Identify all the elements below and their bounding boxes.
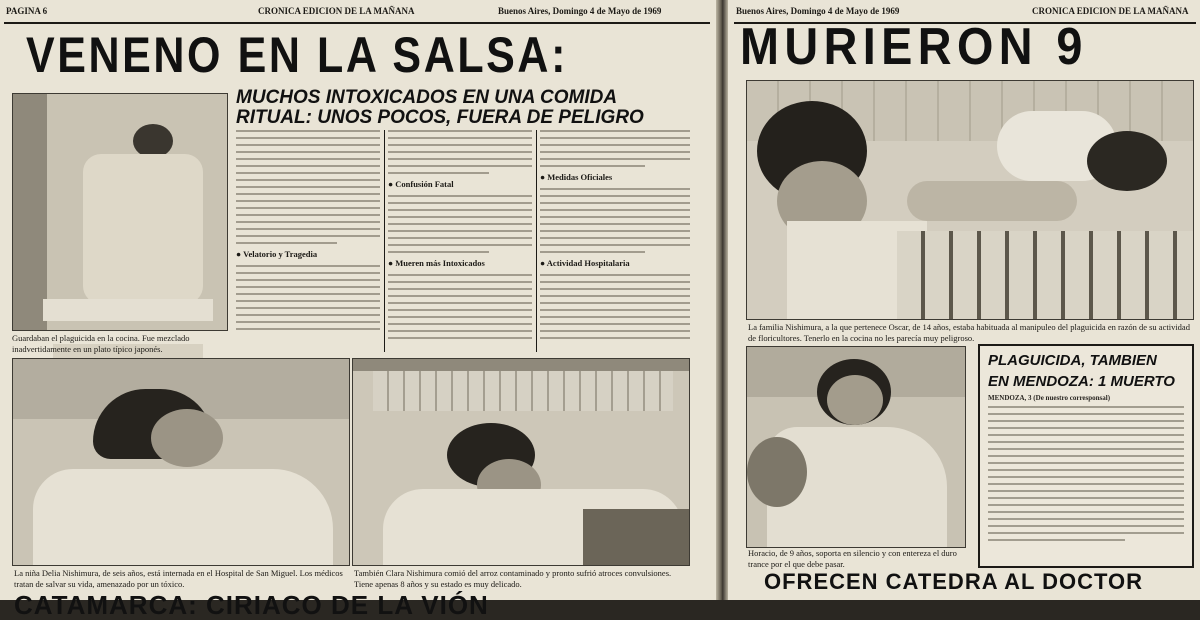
right-page	[728, 0, 1200, 600]
subheadline-line-2: RITUAL: UNOS POCOS, FUERA DE PELIGRO	[236, 107, 644, 128]
page-date: Buenos Aires, Domingo 4 de Mayo de 1969	[498, 6, 662, 16]
bottom-banner-headline: CATAMARCA: CIRIACO DE LA VIÓN	[14, 590, 489, 620]
photo-oscar-nishimura	[746, 80, 1194, 320]
main-headline: MURIERON 9	[740, 18, 1088, 76]
caption-horacio: Horacio, de 9 años, soporta en silencio y con entereza el duro trance por el que debe pasar.	[748, 548, 957, 569]
photo-clara-nishimura	[352, 358, 690, 566]
box-headline-line-2: EN MENDOZA: 1 MUERTO	[988, 373, 1175, 390]
header-rule	[4, 22, 710, 24]
column-divider	[536, 130, 537, 352]
caption-delia: La niña Delia Nishimura, de seis años, está internada en el Hospital de San Miguel. Los médicos tratan de salvar su vida, amenazado por un tóxico.	[14, 568, 343, 589]
photo-pesticide-containers	[12, 93, 228, 331]
box-body-text	[980, 406, 1192, 541]
caption-clara: También Clara Nishimura comió del arroz contaminado y pronto sufrió atroces convulsiones. Tiene apenas 8 años y su estado es muy delicado.	[354, 568, 672, 589]
subtitle-velatorio: ● Velatorio y Tragedia	[236, 249, 318, 259]
subtitle-mueren: ● Mueren más Intoxicados	[388, 258, 485, 268]
box-headline-line-1: PLAGUICIDA, TAMBIEN	[988, 352, 1157, 369]
section-name: CRONICA EDICION DE LA MAÑANA	[258, 6, 415, 16]
subtitle-medidas: ● Medidas Oficiales	[540, 172, 613, 182]
caption-oscar: La familia Nishimura, a la que pertenece Oscar, de 14 años, estaba habituada al manipuleo del plaguicida en razón de su actividad de floricultores. Tenerlo en la cocina no les parecía muy peligroso.	[748, 322, 1190, 343]
article-column-1	[236, 130, 380, 352]
article-column-2	[388, 130, 532, 352]
photo-delia-nishimura	[12, 358, 350, 566]
subtitle-confusion: ● Confusión Fatal	[388, 179, 454, 189]
mendoza-article-box	[978, 344, 1194, 568]
column-divider	[384, 130, 385, 352]
section-name: CRONICA EDICION DE LA MAÑANA	[1032, 6, 1189, 16]
subheadline-line-1: MUCHOS INTOXICADOS EN UNA COMIDA	[236, 87, 618, 108]
box-dateline: MENDOZA, 3 (De nuestro corresponsal)	[988, 394, 1111, 402]
article-column-3	[540, 130, 690, 352]
photo-horacio	[746, 346, 966, 548]
subtitle-actividad: ● Actividad Hospitalaria	[540, 258, 630, 268]
page-number: PAGINA 6	[6, 6, 48, 16]
bottom-headline: OFRECEN CATEDRA AL DOCTOR	[764, 569, 1144, 594]
page-gutter	[716, 0, 728, 600]
caption-top-photo: Guardaban el plaguicida en la cocina. Fue mezclado inadvertidamente en un plato típico japonés.	[12, 333, 190, 354]
page-date: Buenos Aires, Domingo 4 de Mayo de 1969	[736, 6, 900, 16]
main-headline: VENENO EN LA SALSA:	[26, 27, 568, 83]
